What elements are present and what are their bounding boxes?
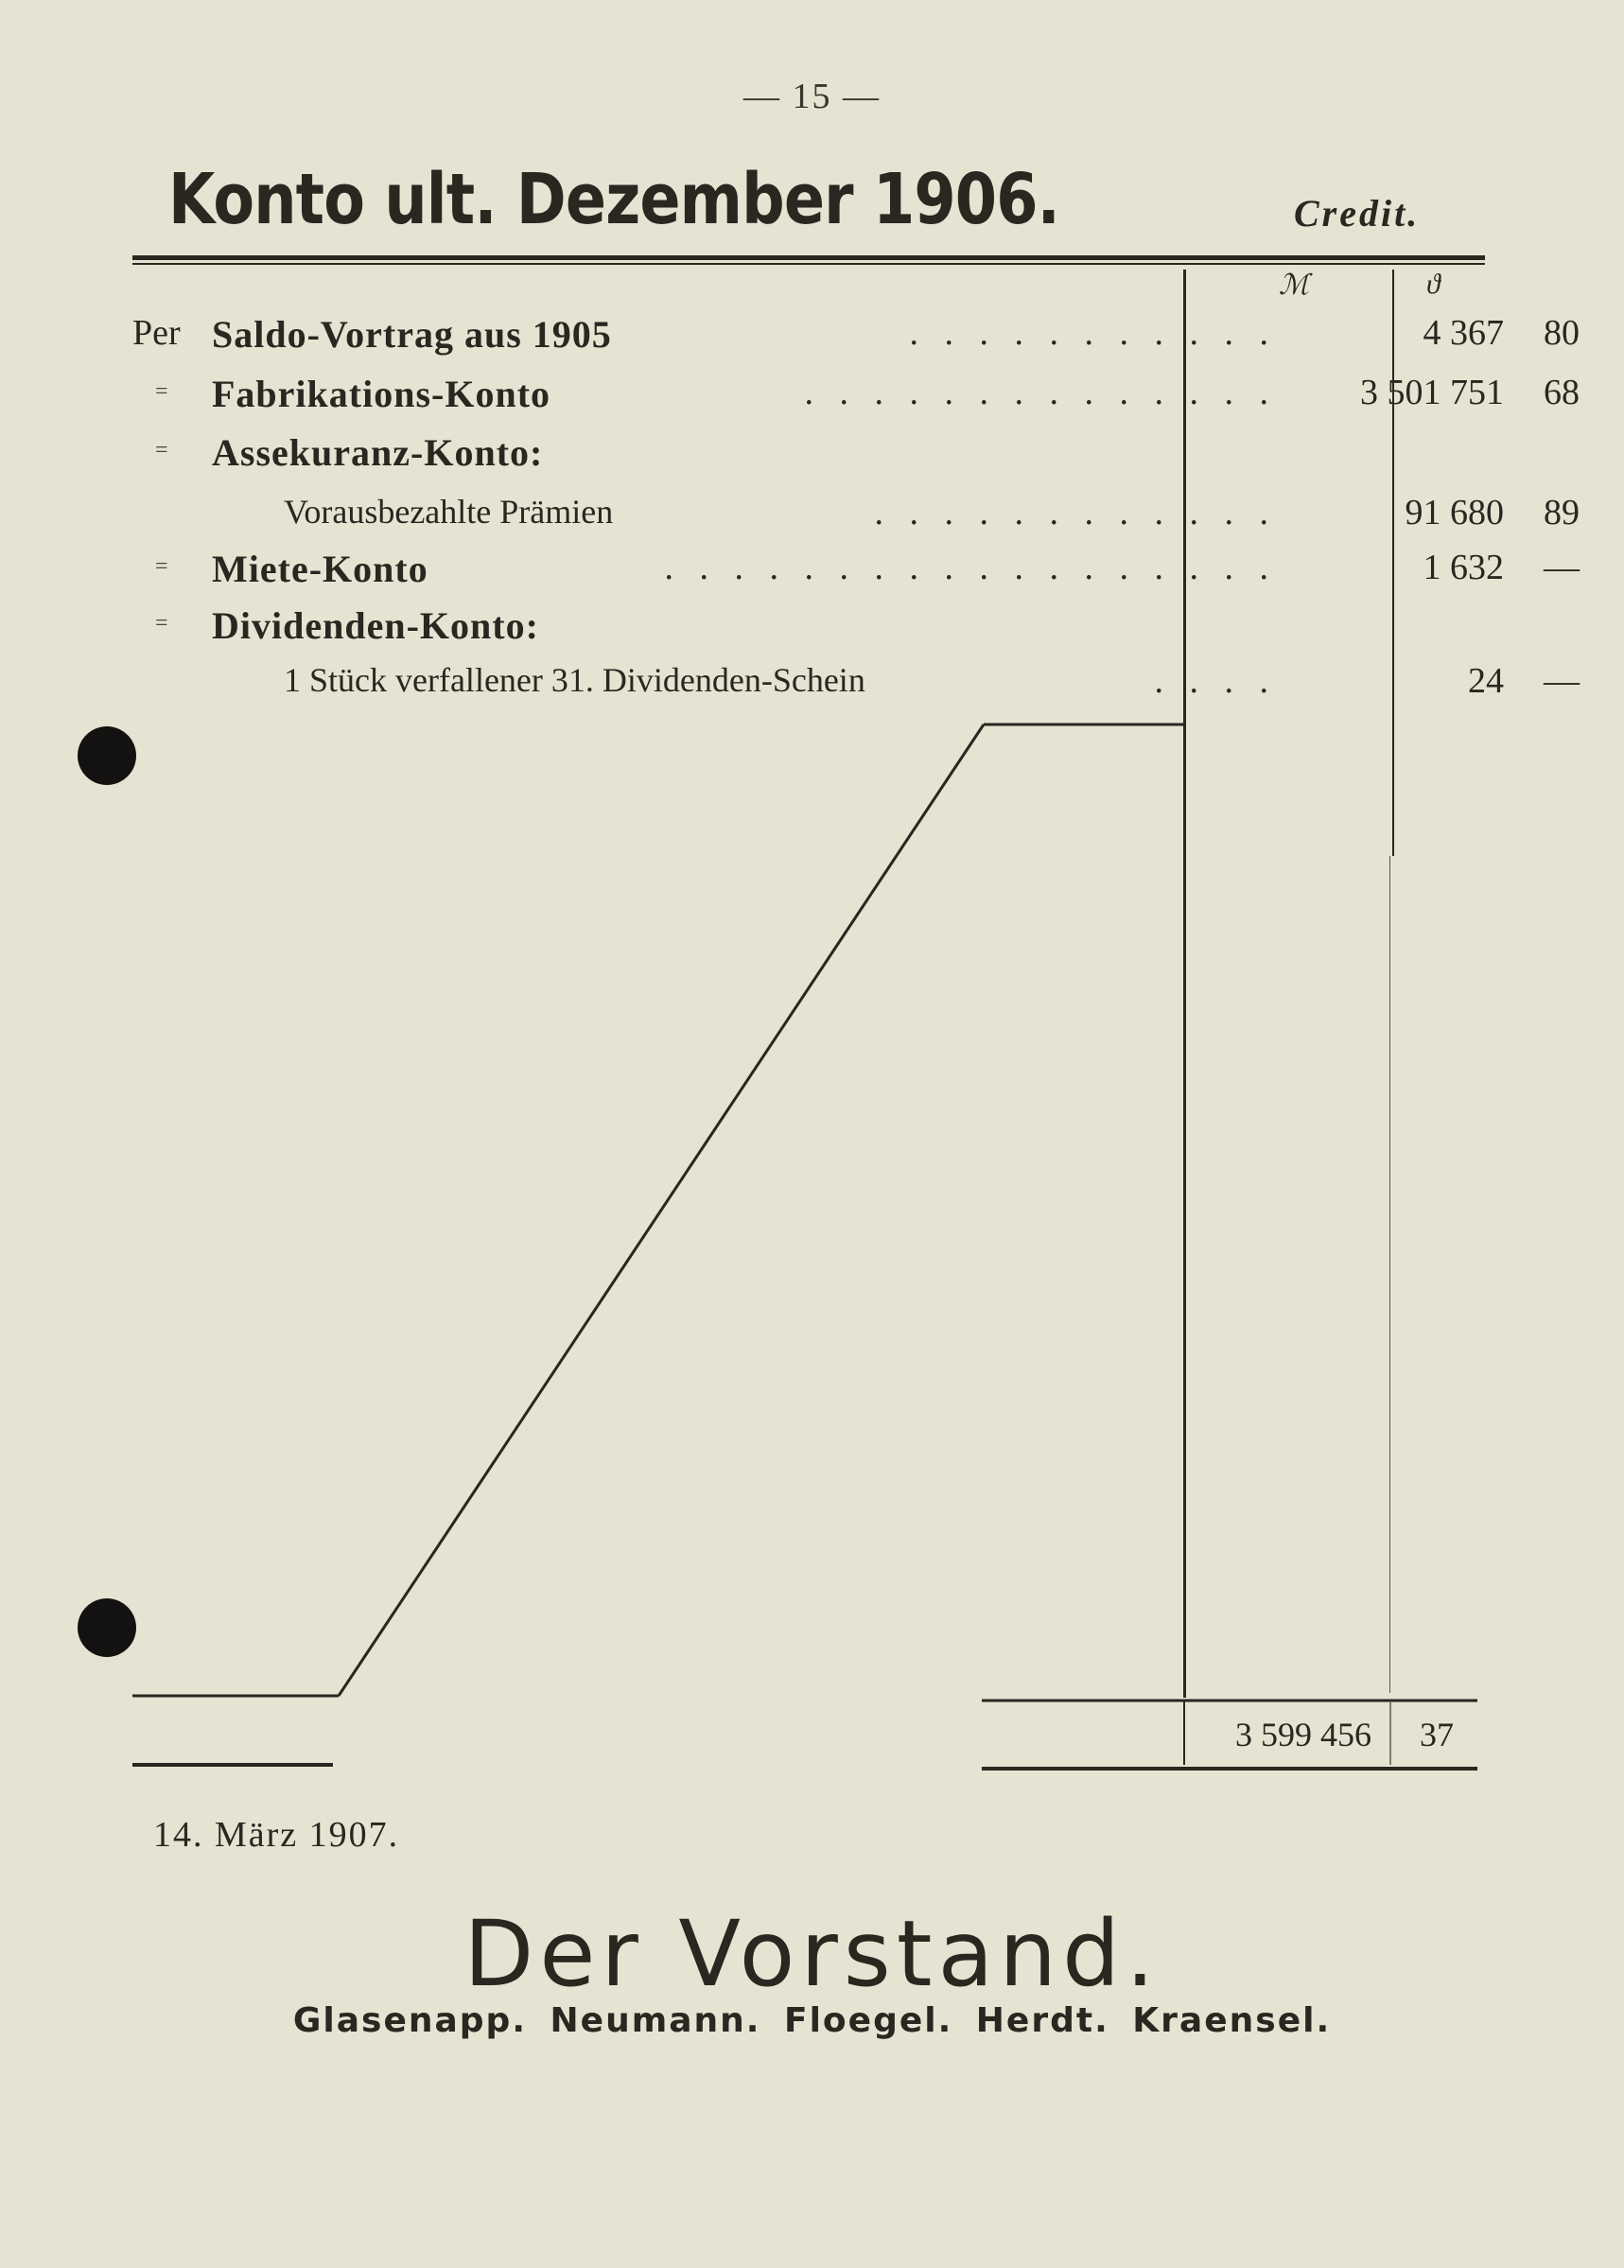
row-pf-value: — xyxy=(1544,661,1580,701)
board-heading: Der Vorstand. xyxy=(463,1901,1161,2007)
row-mark-value: 24 xyxy=(1468,661,1504,701)
credit-heading: Credit. xyxy=(1294,192,1421,235)
row-leader-dots: . . . . . . . . . . . . . . xyxy=(804,373,1277,412)
row-ditto-mark: = xyxy=(155,379,168,404)
total-mark-value: 3 599 456 xyxy=(1235,1716,1371,1753)
row-ditto-mark: = xyxy=(155,611,168,636)
row-label: Saldo-Vortrag aus 1905 xyxy=(212,313,612,356)
account-title: Konto ult. Dezember 1906. xyxy=(168,159,1059,240)
mark-currency-symbol: ℳ xyxy=(1279,270,1310,301)
punch-hole-upper xyxy=(78,726,136,785)
row-label: Miete-Konto xyxy=(212,548,428,590)
row-mark-value: 3 501 751 xyxy=(1360,373,1504,412)
row-prefix: Per xyxy=(132,313,181,353)
total-pf-value: 37 xyxy=(1420,1716,1454,1753)
row-label: Assekuranz-Konto: xyxy=(212,431,544,474)
row-pf-value: 68 xyxy=(1544,373,1580,412)
row-label: Dividenden-Konto: xyxy=(212,604,539,647)
row-pf-value: — xyxy=(1544,548,1580,587)
row-leader-dots: . . . . . . . . . . . xyxy=(909,313,1277,353)
row-pf-value: 80 xyxy=(1544,313,1580,353)
row-leader-dots: . . . . . . . . . . . . xyxy=(874,493,1277,532)
row-mark-value: 4 367 xyxy=(1423,313,1504,353)
row-ditto-mark: = xyxy=(155,554,168,579)
row-mark-value: 91 680 xyxy=(1405,493,1504,532)
row-ditto-mark: = xyxy=(155,438,168,462)
punch-hole-lower xyxy=(78,1598,136,1657)
row-pf-value: 89 xyxy=(1544,493,1580,532)
statement-date: 14. März 1907. xyxy=(153,1815,400,1855)
page-number: — 15 — xyxy=(743,77,881,116)
row-leader-dots: . . . . xyxy=(1154,661,1277,701)
row-leader-dots: . . . . . . . . . . . . . . . . . . xyxy=(664,548,1277,587)
cancellation-diagonal xyxy=(339,724,984,1696)
row-label: 1 Stück verfallener 31. Dividenden-Schein xyxy=(284,661,865,699)
board-member-names: Glasenapp. Neumann. Floegel. Herdt. Kraensel. xyxy=(292,2001,1332,2040)
row-mark-value: 1 632 xyxy=(1423,548,1504,587)
row-label: Vorausbezahlte Prämien xyxy=(284,493,614,531)
row-label: Fabrikations-Konto xyxy=(212,373,551,415)
pfennig-currency-symbol: ϑ xyxy=(1426,269,1441,300)
